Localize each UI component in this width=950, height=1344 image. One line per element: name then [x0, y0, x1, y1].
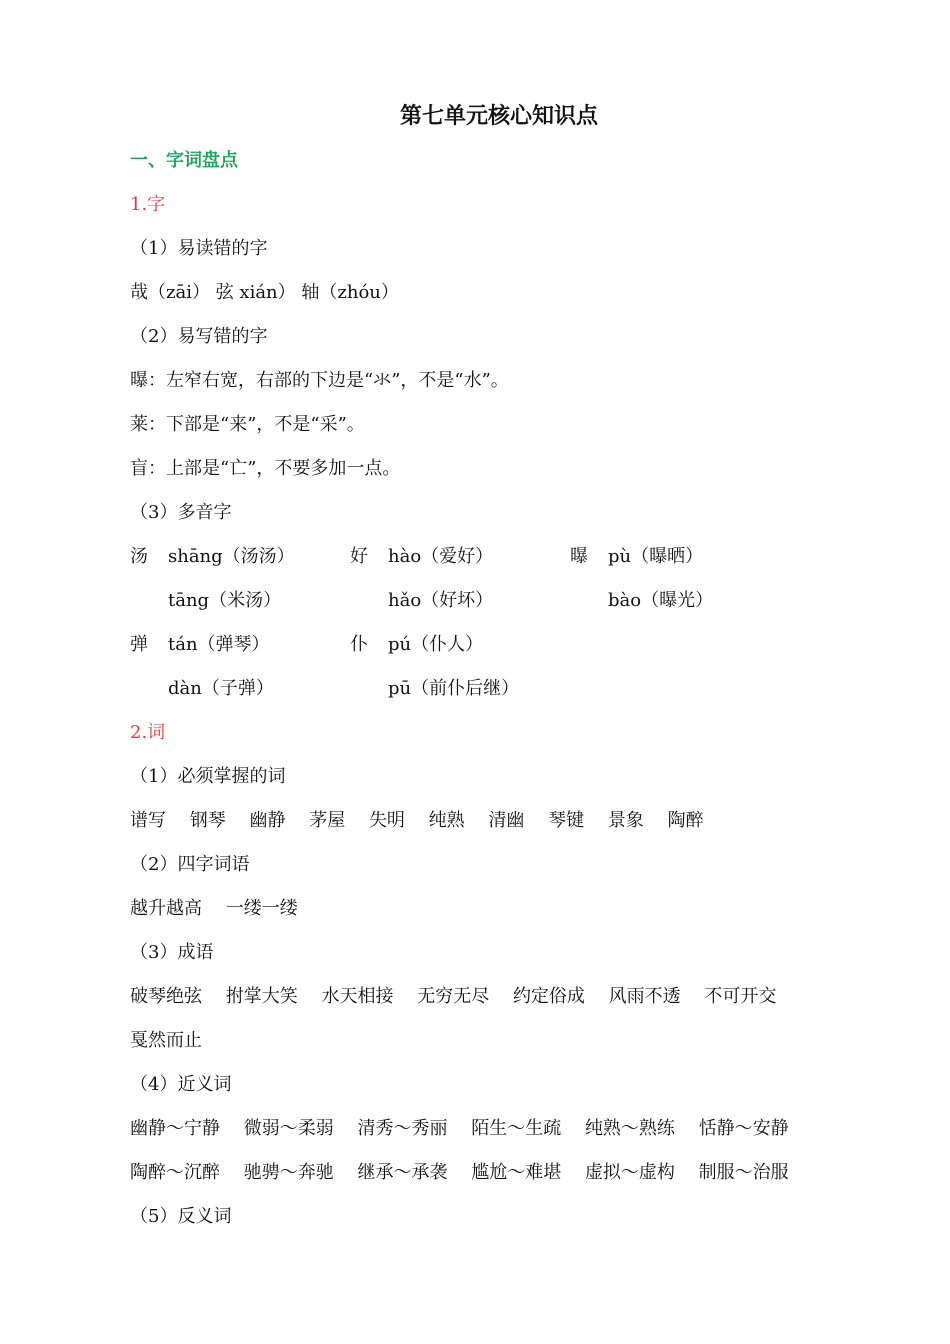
polyphone-reading: tán（弹琴） — [168, 634, 270, 655]
synonym-pair: 幽静～宁静 — [130, 1118, 220, 1139]
synonym-pair: 尴尬～难堪 — [471, 1162, 562, 1183]
heading-four-char-words: （2）四字词语 — [130, 854, 250, 875]
polyphone-char: 曝 — [570, 546, 588, 567]
heading-antonyms: （5）反义词 — [130, 1206, 232, 1227]
polyphone-reading: dàn（子弹） — [168, 678, 274, 699]
idiom-item: 不可开交 — [704, 986, 777, 1007]
idiom-item: 风雨不透 — [608, 986, 681, 1007]
must-know-words-list — [130, 809, 722, 833]
synonym-pair: 纯熟～熟练 — [584, 1118, 675, 1139]
heading-must-know-words: （1）必须掌握的词 — [130, 766, 286, 787]
word-item: 钢琴 — [189, 810, 226, 831]
polyphone-reading: bào（曝光） — [608, 590, 714, 611]
synonyms-list — [130, 1117, 807, 1141]
synonym-pair: 继承～承袭 — [357, 1162, 448, 1183]
four-char-words-list — [130, 897, 316, 921]
synonym-pair: 陶醉～沉醉 — [130, 1162, 220, 1183]
synonyms-list-continued — [130, 1161, 807, 1185]
polyphone-char: 汤 — [130, 546, 148, 567]
word-item: 琴键 — [548, 810, 585, 831]
page-title: 第七单元核心知识点 — [399, 103, 598, 129]
section-heading-words: 一、字词盘点 — [130, 150, 238, 171]
polyphone-char: 仆 — [350, 634, 368, 655]
idiom-item: 破琴绝弦 — [130, 986, 202, 1007]
idiom-item: 无穷无尽 — [417, 986, 490, 1007]
heading-idioms: （3）成语 — [130, 942, 214, 963]
synonym-pair: 驰骋～奔驰 — [243, 1162, 334, 1183]
miswritten-line: 莱：下部是“来”，不是“采”。 — [130, 414, 365, 435]
heading-miswritten-characters: （2）易写错的字 — [130, 326, 268, 347]
word-item: 越升越高 — [130, 898, 202, 919]
synonym-pair: 恬静～安静 — [698, 1118, 789, 1139]
polyphone-reading: pú（仆人） — [388, 634, 484, 655]
polyphone-reading: shāng（汤汤） — [168, 546, 295, 567]
misread-characters-list: 哉（zāi） 弦 xián） 轴（zhóu） — [130, 282, 399, 303]
polyphone-reading: pū（前仆后继） — [388, 678, 520, 699]
word-item: 清幽 — [488, 810, 525, 831]
synonym-pair: 微弱～柔弱 — [243, 1118, 334, 1139]
polyphone-reading: hǎo（好坏） — [388, 590, 494, 611]
idioms-list — [130, 985, 794, 1009]
heading-misread-characters: （1）易读错的字 — [130, 238, 268, 259]
miswritten-line: 曝：左窄右宽，右部的下边是“氺”，不是“水”。 — [130, 370, 509, 391]
subheading-words: 2.词 — [130, 722, 166, 743]
heading-polyphones: （3）多音字 — [130, 502, 232, 523]
synonym-pair: 陌生～生疏 — [471, 1118, 562, 1139]
heading-synonyms: （4）近义词 — [130, 1074, 232, 1095]
miswritten-line: 盲：上部是“亡”，不要多加一点。 — [130, 458, 401, 479]
idiom-item: 水天相接 — [321, 986, 394, 1007]
idiom-item: 戛然而止 — [130, 1030, 202, 1051]
word-item: 一缕一缕 — [225, 898, 298, 919]
polyphone-char: 好 — [350, 546, 368, 567]
polyphone-reading: tāng（米汤） — [168, 590, 282, 611]
word-item: 纯熟 — [428, 810, 465, 831]
polyphone-reading: hào（爱好） — [388, 546, 494, 567]
synonym-pair: 清秀～秀丽 — [357, 1118, 448, 1139]
idiom-item: 约定俗成 — [512, 986, 585, 1007]
synonym-pair: 虚拟～虚构 — [584, 1162, 675, 1183]
word-item: 茅屋 — [309, 810, 346, 831]
idiom-item: 拊掌大笑 — [225, 986, 298, 1007]
synonym-pair: 制服～治服 — [698, 1162, 789, 1183]
word-item: 幽静 — [249, 810, 286, 831]
word-item: 景象 — [607, 810, 644, 831]
idioms-list-continued — [130, 1029, 220, 1053]
word-item: 失明 — [368, 810, 405, 831]
polyphone-reading: pù（曝晒） — [608, 546, 704, 567]
polyphone-char: 弹 — [130, 634, 148, 655]
subheading-characters: 1.字 — [130, 194, 166, 215]
word-item: 陶醉 — [667, 810, 704, 831]
word-item: 谱写 — [130, 810, 166, 831]
